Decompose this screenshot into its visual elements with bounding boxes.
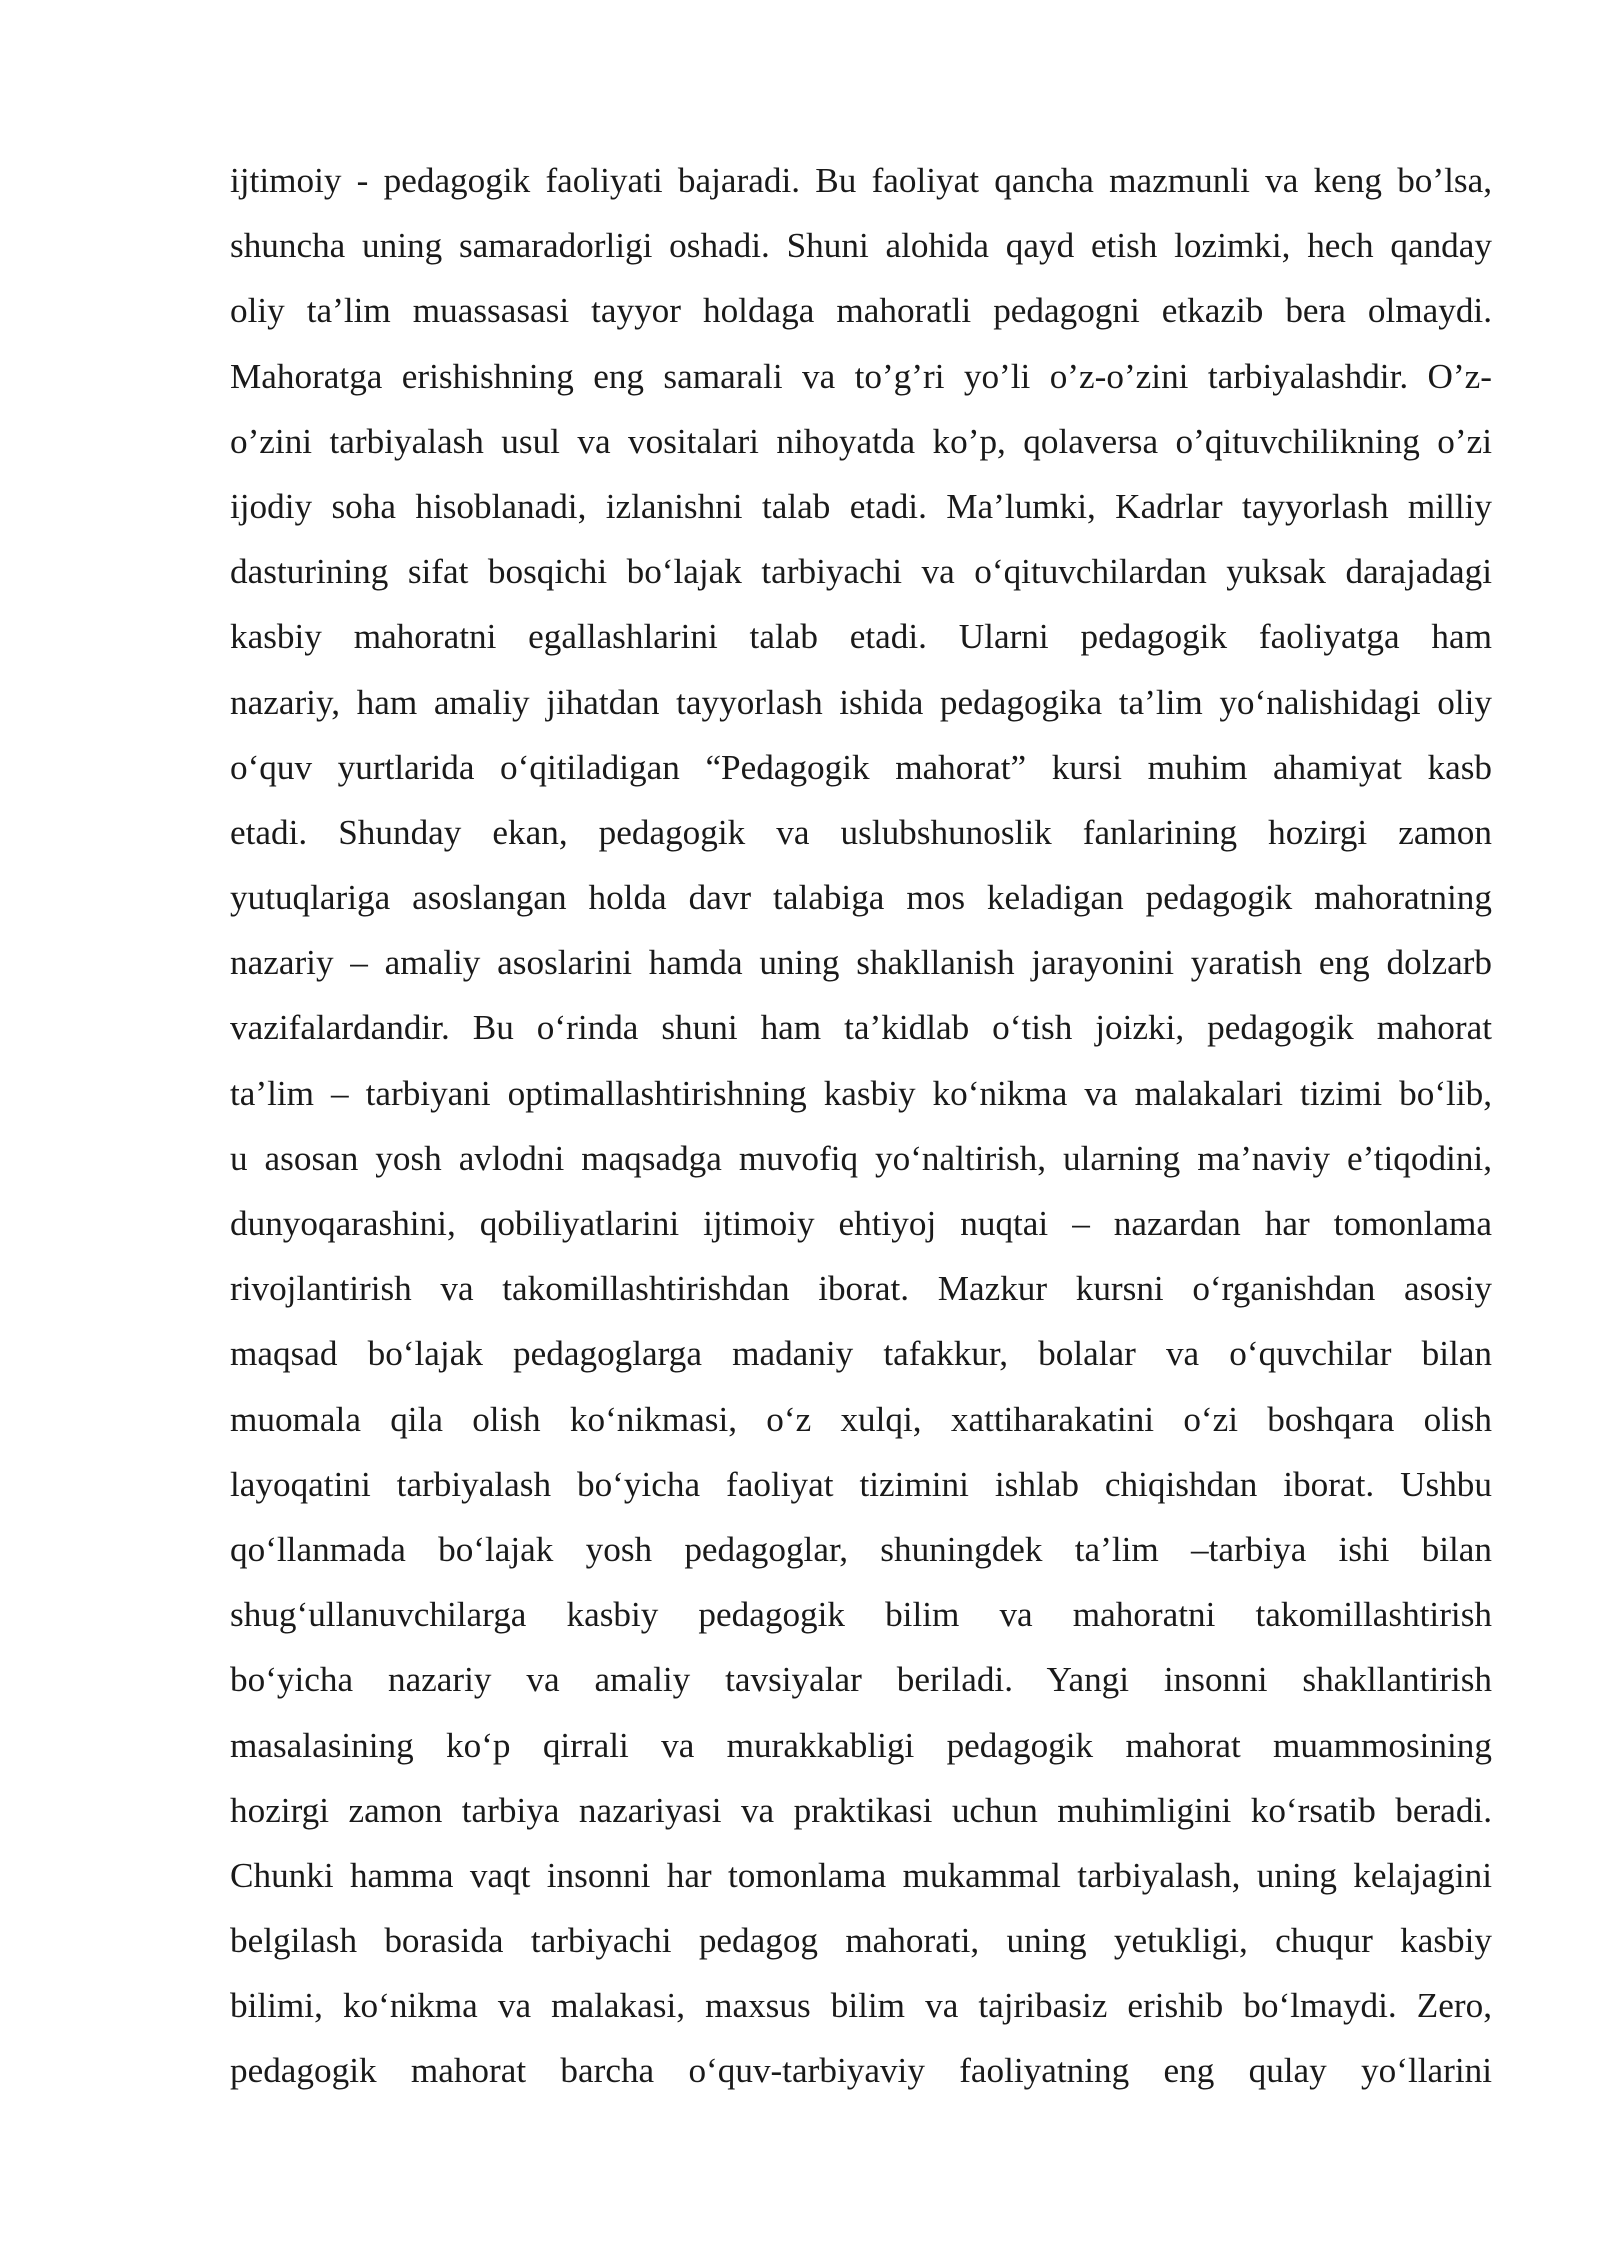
text-line: maqsad bo‘lajak pedagoglarga madaniy tafakkur, bolalar va o‘quvchilar bilan [230, 1334, 1492, 1374]
text-line: ijtimoiy - pedagogik faoliyati bajaradi. Bu faoliyat qancha mazmunli va keng bo’lsa, [230, 161, 1492, 200]
text-line: bo‘yicha nazariy va amaliy tavsiyalar beriladi. Yangi insonni shakllantirish [230, 1660, 1492, 1700]
text-line: shuncha uning samaradorligi oshadi. Shuni alohida qayd etish lozimki, hech qanday [230, 226, 1492, 266]
body-paragraph [230, 148, 1492, 2104]
text-line: muomala qila olish ko‘nikmasi, o‘z xulqi, xattiharakatini o‘zi boshqara olish [230, 1399, 1492, 1439]
text-line: rivojlantirish va takomillashtirishdan iborat. Mazkur kursni o‘rganishdan asosiy [230, 1269, 1492, 1309]
text-line: ta’lim – tarbiyani optimallashtirishning kasbiy ko‘nikma va malakalari tizimi bo‘lib, [230, 1073, 1492, 1113]
text-line: hozirgi zamon tarbiya nazariyasi va praktikasi uchun muhimligini ko‘rsatib beradi. [230, 1790, 1492, 1830]
text-line: dunyoqarashini, qobiliyatlarini ijtimoiy ehtiyoj nuqtai – nazardan har tomonlama [230, 1204, 1492, 1243]
text-line: vazifalardandir. Bu o‘rinda shuni ham ta’kidlab o‘tish joizki, pedagogik mahorat [230, 1008, 1492, 1048]
text-line: oliy ta’lim muassasasi tayyor holdaga mahoratli pedagogni etkazib bera olmaydi. [230, 291, 1492, 331]
text-line: yutuqlariga asoslangan holda davr talabiga mos keladigan pedagogik mahoratning [230, 878, 1492, 918]
text-line: masalasining ko‘p qirrali va murakkabligi pedagogik mahorat muammosining [230, 1725, 1492, 1765]
text-line: u asosan yosh avlodni maqsadga muvofiq yo‘naltirish, ularning ma’naviy e’tiqodini, [230, 1138, 1492, 1178]
text-line: pedagogik mahorat barcha o‘quv-tarbiyaviy faoliyatning eng qulay yo‘llarini [230, 2051, 1492, 2091]
text-line: layoqatini tarbiyalash bo‘yicha faoliyat tizimini ishlab chiqishdan iborat. Ushbu [230, 1464, 1492, 1504]
text-line: etadi. Shunday ekan, pedagogik va uslubshunoslik fanlarining hozirgi zamon [230, 812, 1492, 852]
text-line: Chunki hamma vaqt insonni har tomonlama mukammal tarbiyalash, uning kelajagini [230, 1855, 1492, 1895]
text-line: bilimi, ko‘nikma va malakasi, maxsus bilim va tajribasiz erishib bo‘lmaydi. Zero, [230, 1986, 1492, 2026]
text-line: belgilash borasida tarbiyachi pedagog mahorati, uning yetukligi, chuqur kasbiy [230, 1921, 1492, 1961]
text-line: dasturining sifat bosqichi bo‘lajak tarbiyachi va o‘qituvchilardan yuksak darajadagi [230, 552, 1492, 592]
text-line: Mahoratga erishishning eng samarali va to’g’ri yo’li o’z-o’zini tarbiyalashdir. O’z- [230, 356, 1492, 396]
text-line: ijodiy soha hisoblanadi, izlanishni talab etadi. Ma’lumki, Kadrlar tayyorlash milliy [230, 486, 1492, 526]
text-line: nazariy, ham amaliy jihatdan tayyorlash ishida pedagogika ta’lim yo‘nalishidagi oliy [230, 682, 1492, 722]
text-line: nazariy – amaliy asoslarini hamda uning shakllanish jarayonini yaratish eng dolzarb [230, 943, 1492, 983]
text-line: o‘quv yurtlarida o‘qitiladigan “Pedagogik mahorat” kursi muhim ahamiyat kasb [230, 747, 1492, 787]
text-line: shug‘ullanuvchilarga kasbiy pedagogik bilim va mahoratni takomillashtirish [230, 1595, 1492, 1635]
text-line: qo‘llanmada bo‘lajak yosh pedagoglar, shuningdek ta’lim –tarbiya ishi bilan [230, 1529, 1492, 1569]
text-line: kasbiy mahoratni egallashlarini talab etadi. Ularni pedagogik faoliyatga ham [230, 617, 1492, 657]
text-line: o’zini tarbiyalash usul va vositalari nihoyatda ko’p, qolaversa o’qituvchilikning o’zi [230, 421, 1492, 461]
